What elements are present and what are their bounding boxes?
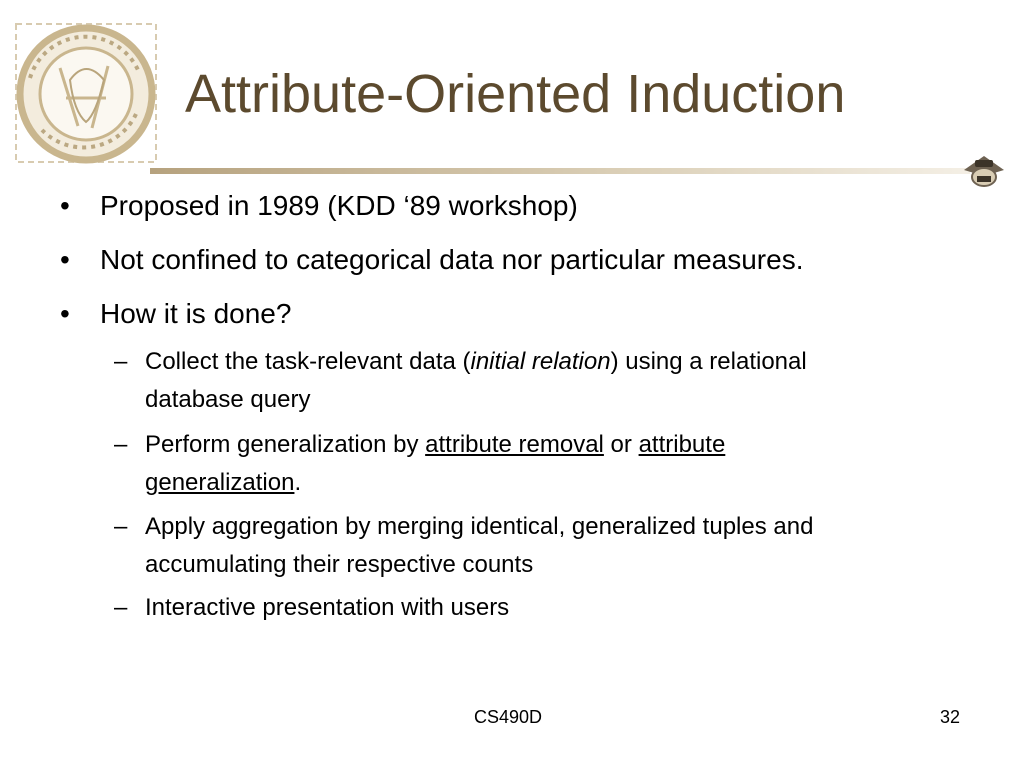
sub-bullet-text-part: .: [294, 469, 302, 496]
link-attribute-generalization[interactable]: attribute: [638, 431, 726, 458]
bullet-marker: •: [60, 190, 70, 221]
link-attribute-generalization-cont[interactable]: generalization: [145, 469, 295, 496]
bullet-text: How it is done?: [100, 298, 292, 329]
emphasis-text: initial relation: [470, 348, 611, 375]
sub-bullet-text-part: Apply aggregation by merging identical, generalized tuples and: [145, 513, 814, 540]
bullet-text: Not confined to categorical data nor particular measures.: [100, 244, 804, 275]
sub-bullet-text: [145, 343, 945, 419]
footer-page-number: 32: [940, 707, 961, 727]
sub-bullet-text-part: accumulating their respective counts: [145, 551, 534, 578]
sub-bullet-text: Interactive presentation with users: [145, 594, 510, 621]
bullet-marker: •: [60, 244, 70, 275]
sub-bullet-text: [145, 508, 945, 584]
sub-bullet-marker: –: [114, 513, 128, 540]
sub-bullet-marker: –: [114, 348, 128, 375]
purdue-seal-logo: [8, 18, 163, 168]
slide-title: Attribute-Oriented Induction: [185, 64, 846, 124]
sub-bullet-marker: –: [114, 594, 128, 621]
sub-bullet-text-part: Perform generalization by: [145, 431, 426, 458]
title-divider: [150, 168, 970, 174]
footer-course: CS490D: [474, 707, 543, 727]
bullet-text: Proposed in 1989 (KDD ‘89 workshop): [100, 190, 578, 221]
sub-bullet-text: [145, 426, 945, 502]
purdue-pete-mascot-icon: [960, 146, 1008, 190]
sub-bullet-marker: –: [114, 431, 128, 458]
sub-bullet-text-part: ) using a relational: [610, 348, 807, 375]
sub-bullet-text-part: or: [603, 431, 639, 458]
sub-bullet-text-part: Collect the task-relevant data (: [145, 348, 471, 375]
bullet-marker: •: [60, 298, 70, 329]
link-attribute-removal[interactable]: attribute removal: [425, 431, 604, 458]
sub-bullet-text-part: database query: [145, 386, 311, 413]
